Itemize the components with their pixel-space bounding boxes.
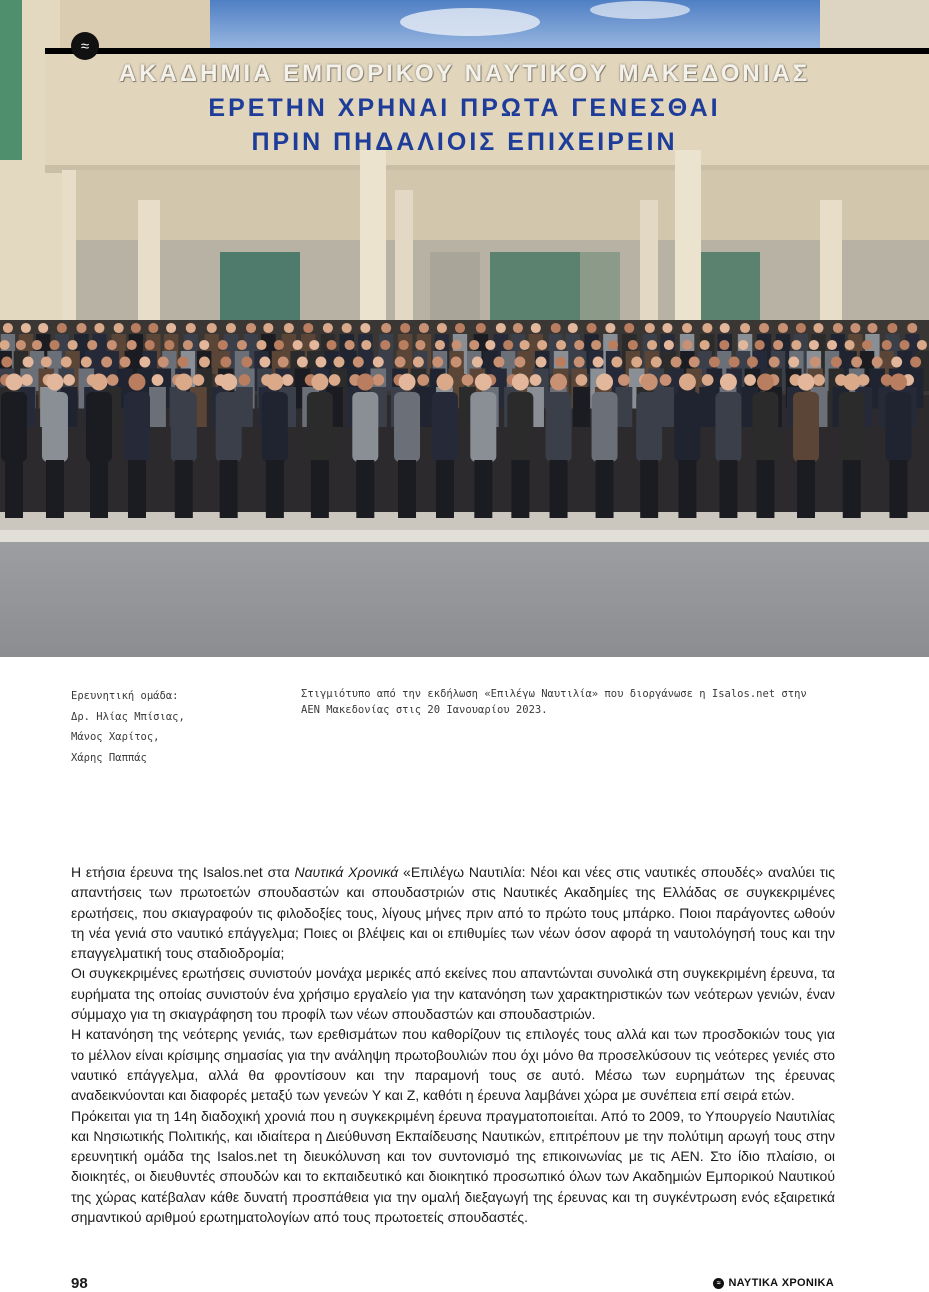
paragraph-text: «Επιλέγω Ναυτιλία: Νέοι και νέες στις ναυτικές σπουδές» αναλύει τις απαντήσεις των πρωτοετών σπουδαστών και σπουδαστριών στις Ναυτικές Ακαδημίες της Ελλάδας σε συγκεκριμένες ερωτήσεις, που σκιαγραφούν τις φιλοδοξίες τους, λίγους μήνες πριν από το πρώτο τους μπάρκο. Ποιοι παράγοντες ωθούν τη νέα γενιά στο ναυτικό επάγγελμα; Ποιες οι βλέψεις και οι επιθυμίες των νέων όσον αφορά τη ναυτολόγησή τους και την επαγγελματική τους σταδιοδρομία; — [71, 864, 835, 962]
paragraph — [71, 862, 835, 963]
photo-caption: Στιγμιότυπο από την εκδήλωση «Επιλέγω Ναυτιλία» που διοργάνωσε η Isalos.net στην ΑΕΝ Μακεδονίας στις 20 Ιανουαρίου 2023. — [301, 688, 807, 716]
team-member: Δρ. Ηλίας Μπίσιας, — [71, 710, 185, 723]
brand-logo-icon: ≈ — [713, 1278, 724, 1289]
paragraph-text: Η ετήσια έρευνα της Isalos.net στα — [71, 864, 295, 880]
article-body — [71, 862, 835, 1227]
team-member: Μάνος Χαρίτος, — [71, 731, 160, 743]
motto-line-1: ΕΡΕΤΗΝ ΧΡΗΝΑΙ ΠΡΩΤΑ ΓΕΝΕΣΘΑΙ — [208, 94, 721, 122]
page-number: 98 — [71, 1275, 88, 1292]
paragraph: Οι συγκεκριμένες ερωτήσεις συνιστούν μονάχα μερικές από εκείνες που απαντώνται συνολικά στη συγκεκριμένη έρευνα, τα ευρήματα της οποίας συνιστούν ένα χρήσιμο εργαλείο για την κατανόηση των χαρακτηριστικών των νεότερων γενιών, έναν σύμμαχο για τη σκιαγράφηση του προφίλ των νέων σπουδαστών και σπουδαστριών. — [71, 965, 835, 1023]
publication-name: Ναυτικά Χρονικά — [294, 864, 399, 880]
academy-sign: ΑΚΑΔΗΜΙΑ ΕΜΠΟΡΙΚΟΥ ΝΑΥΤΙΚΟΥ ΜΑΚΕΔΟΝΙΑΣ — [118, 60, 811, 87]
paragraph: Η κατανόηση της νεότερης γενιάς, των ερεθισμάτων που καθορίζουν τις επιλογές τους αλλά και των προσδοκιών τους για το μέλλον είναι κρίσιμης σημασίας για την ανάληψη πρωτοβουλιών που όχι μόνο θα προσελκύσουν τις νεότερες γενιές στο ναυτικό επάγγελμα, αλλά θα φροντίσουν και την παραμονή τους σε αυτό. Μέσω των ευρημάτων της έρευνας αναδεικνύονται και διαφορές μεταξύ των γενεών Y και Z, καθότι η έρευνα λαμβάνει χώρα με συνέπεια επί σειρά ετών. — [71, 1026, 835, 1104]
magazine-logo-icon: ≈ — [71, 32, 99, 60]
paragraph: Πρόκειται για τη 14η διαδοχική χρονιά που η συγκεκριμένη έρευνα πραγματοποιείται. Από το 2009, το Υπουργείο Ναυτιλίας και Νησιωτικής Πολιτικής, και ιδιαίτερα η Διεύθυνση Εκπαίδευσης Ναυτικών, επιτρέπουν με την πολύτιμη αρωγή τους στην ερευνητική ομάδα της Isalos.net τη διευκόλυνση και τον συντονισμό της επικοινωνίας με τις ΑΕΝ. Στο ίδιο πλαίσιο, οι διοικητές, οι διευθυντές σπουδών και το εκπαιδευτικό και διοικητικό προσωπικό όλων των Ακαδημιών Εμπορικού Ναυτικού της χώρας κατέβαλαν κάθε δυνατή προσπάθεια για την ομαλή διεξαγωγή της έρευνας και τη συγκέντρωση ενός εξαιρετικά σημαντικού αριθμού ερωτηματολογίων από τους πρωτοετείς σπουδαστές. — [71, 1107, 835, 1226]
magazine-brand — [713, 1277, 834, 1289]
brand-name: ΝΑΥΤΙΚΑ ΧΡΟΝΙΚΑ — [728, 1277, 834, 1289]
research-team-credits — [71, 686, 185, 768]
motto-line-2: ΠΡΙΝ ΠΗΔΑΛΙΟΙΣ ΕΠΙΧΕΙΡΕΙΝ — [251, 128, 678, 156]
team-heading: Ερευνητική ομάδα: — [71, 690, 179, 702]
team-member: Χάρης Παππάς — [71, 751, 147, 764]
